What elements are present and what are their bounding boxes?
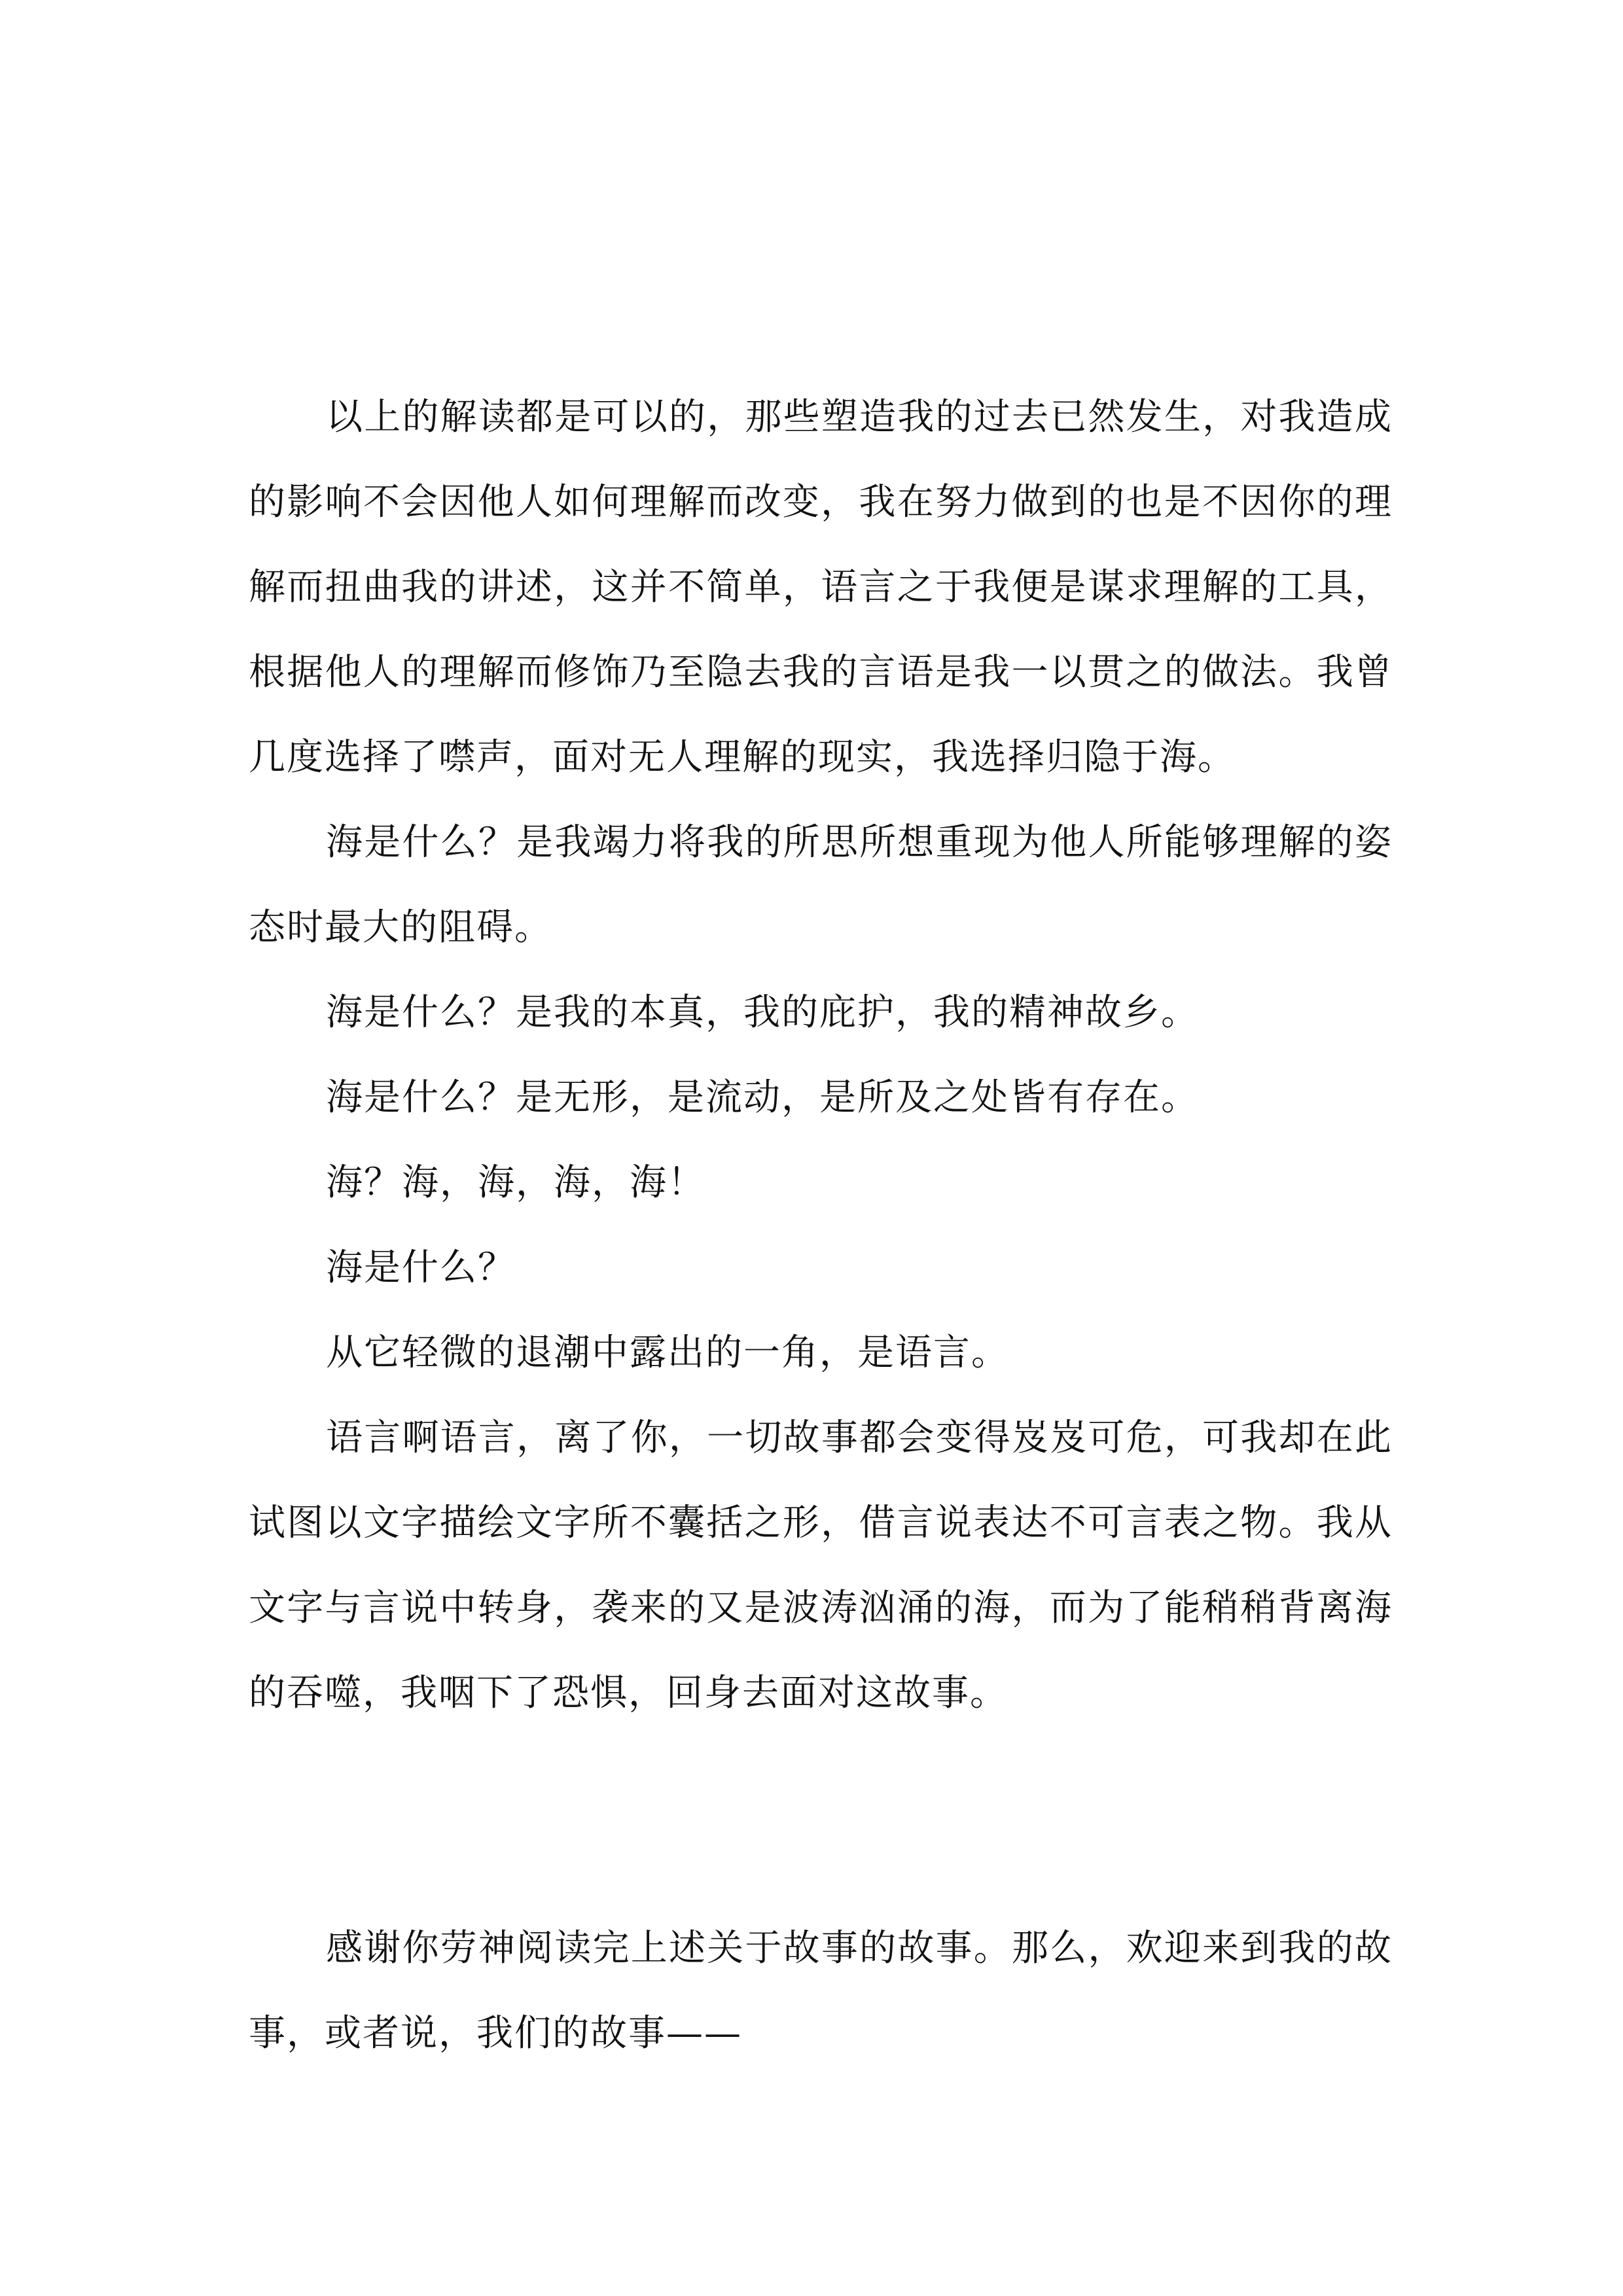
paragraph-interpretations: 以上的解读都是可以的，那些塑造我的过去已然发生，对我造成的影响不会因他人如何理解而改变，我在努力做到的也是不因你的理解而扭曲我的讲述，这并不简单，语言之于我便是谋求理解的工具，根据他人的理解而修饰乃至隐去我的言语是我一以贯之的做法。我曾几度选择了噤声，面对无人理解的现实，我选择归隐于海。 [249,396,1393,779]
paragraph-language-address: 语言啊语言，离了你，一切故事都会变得岌岌可危，可我却在此试图以文字描绘文字所不囊括之形，借言说表达不可言表之物。我从文字与言说中转身，袭来的又是波涛汹涌的海，而为了能稍稍背离海的吞噬，我咽下了恐惧，回身去面对这故事。 [249,1417,1393,1714]
document-body [249,375,1393,2076]
paragraph-sea-obstacle: 海是什么？是我竭力将我的所思所想重现为他人所能够理解的姿态时最大的阻碍。 [249,821,1393,949]
paragraph-closing: 感谢你劳神阅读完上述关于故事的故事。那么，欢迎来到我的故事，或者说，我们的故事—— [249,1927,1393,2055]
paragraph-sea-essence: 海是什么？是我的本真，我的庇护，我的精神故乡。 [326,991,1199,1034]
section-spacer [249,1736,1393,1906]
paragraph-sea-exclaim: 海？海，海，海，海！ [326,1161,705,1204]
paragraph-sea-formless: 海是什么？是无形，是流动，是所及之处皆有存在。 [326,1076,1199,1119]
paragraph-sea-question: 海是什么？ [326,1246,516,1289]
paragraph-language-revealed: 从它轻微的退潮中露出的一角，是语言。 [326,1332,1009,1374]
